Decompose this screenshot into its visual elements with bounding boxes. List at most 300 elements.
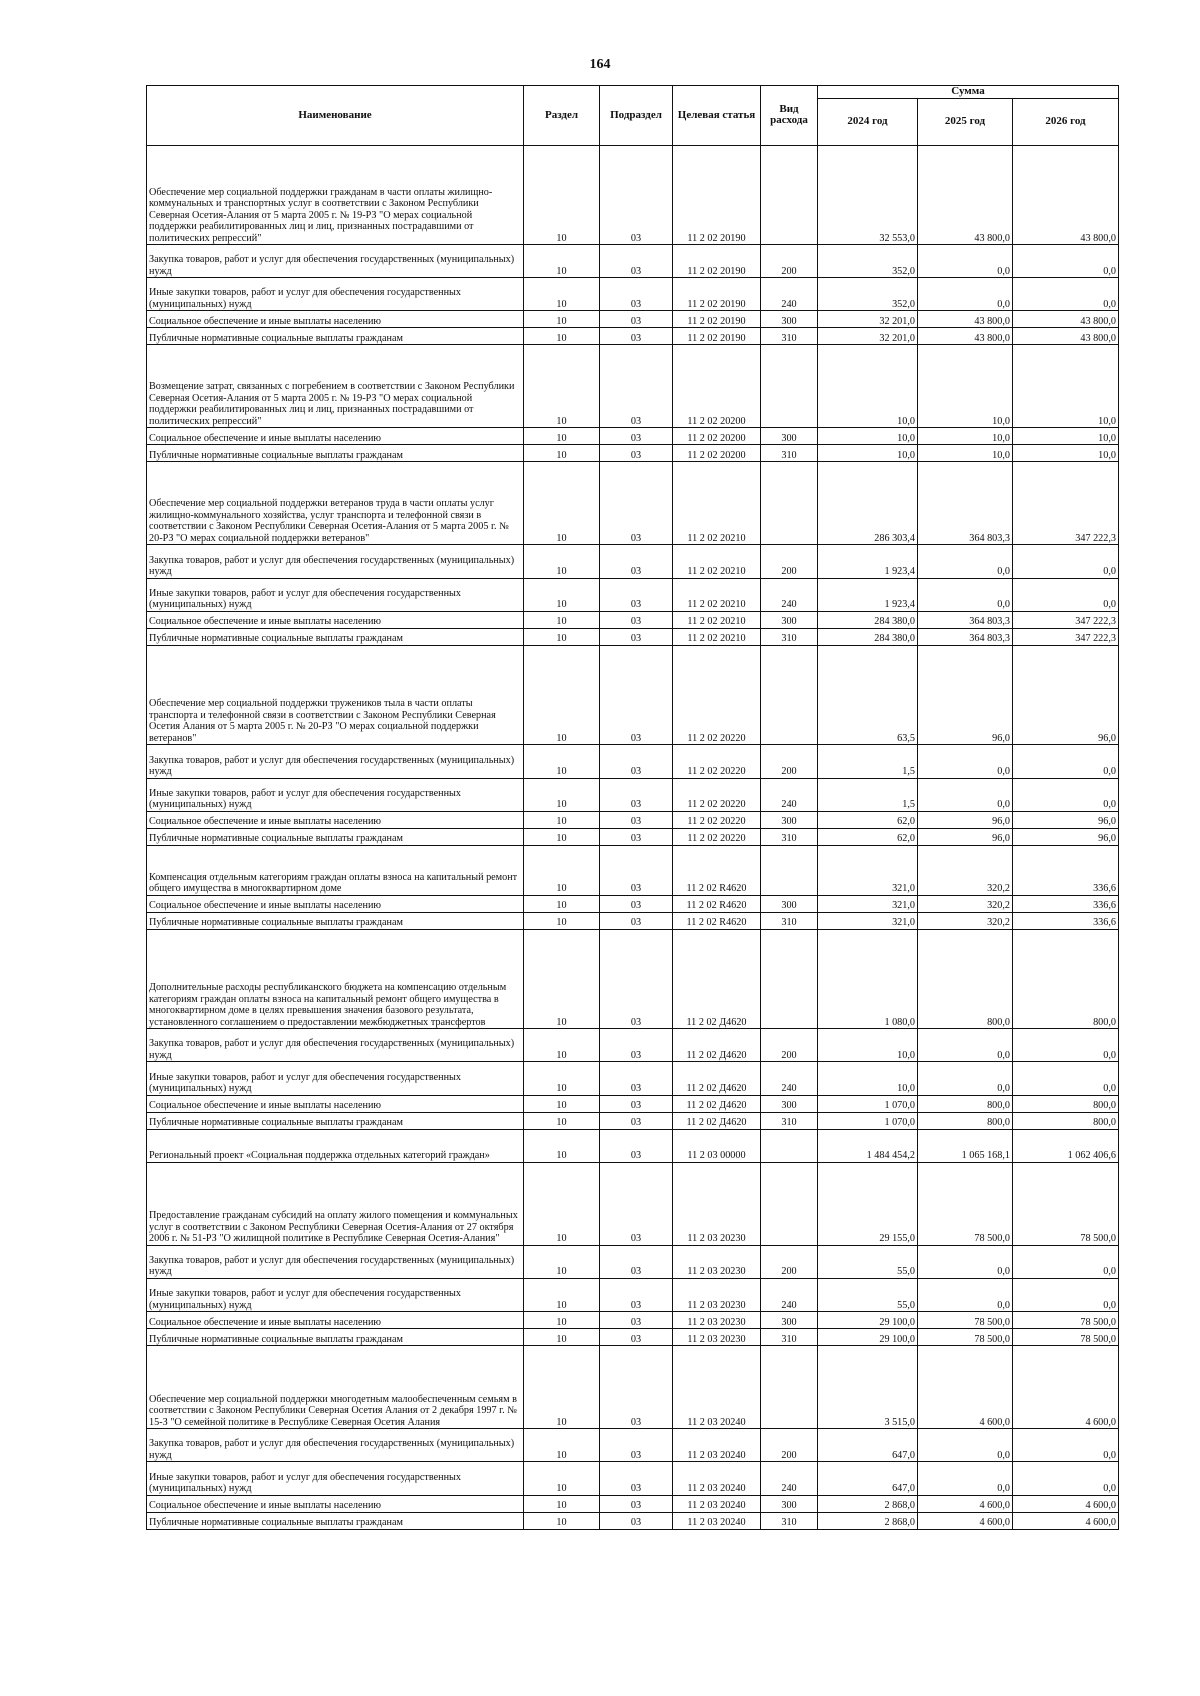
row-sum-2024: 62,0 <box>818 811 918 828</box>
row-name: Иные закупки товаров, работ и услуг для обеспечения государственных (муниципальных) нужд <box>147 578 524 611</box>
row-sum-2024: 321,0 <box>818 845 918 895</box>
row-sum-2025: 78 500,0 <box>918 1162 1013 1245</box>
row-target: 11 2 03 20230 <box>673 1162 761 1245</box>
row-razdel: 10 <box>524 311 600 328</box>
header-2025: 2025 год <box>918 98 1013 145</box>
row-sum-2025: 0,0 <box>918 278 1013 311</box>
row-sum-2026: 0,0 <box>1013 778 1119 811</box>
row-sum-2025: 364 803,3 <box>918 628 1013 645</box>
budget-table <box>146 85 1119 1530</box>
row-target: 11 2 03 20240 <box>673 1495 761 1512</box>
row-sum-2024: 29 155,0 <box>818 1162 918 1245</box>
row-name: Региональный проект «Социальная поддержка отдельных категорий граждан» <box>147 1129 524 1162</box>
row-sum-2026: 96,0 <box>1013 645 1119 745</box>
table-row <box>147 1429 1119 1462</box>
row-sum-2026: 347 222,3 <box>1013 462 1119 545</box>
row-razdel: 10 <box>524 645 600 745</box>
row-razdel: 10 <box>524 1495 600 1512</box>
row-name: Закупка товаров, работ и услуг для обеспечения государственных (муниципальных) нужд <box>147 1429 524 1462</box>
row-vid: 300 <box>761 895 818 912</box>
row-vid: 240 <box>761 278 818 311</box>
row-sum-2025: 0,0 <box>918 1245 1013 1278</box>
row-razdel: 10 <box>524 1112 600 1129</box>
row-sum-2024: 2 868,0 <box>818 1495 918 1512</box>
row-name: Публичные нормативные социальные выплаты гражданам <box>147 828 524 845</box>
row-vid: 310 <box>761 1329 818 1346</box>
row-sum-2026: 96,0 <box>1013 828 1119 845</box>
row-name: Социальное обеспечение и иные выплаты населению <box>147 611 524 628</box>
row-sum-2025: 800,0 <box>918 1095 1013 1112</box>
row-razdel: 10 <box>524 1429 600 1462</box>
row-podrazdel: 03 <box>600 778 673 811</box>
table-row <box>147 845 1119 895</box>
row-sum-2026: 0,0 <box>1013 278 1119 311</box>
row-name: Закупка товаров, работ и услуг для обеспечения государственных (муниципальных) нужд <box>147 1245 524 1278</box>
row-target: 11 2 02 20220 <box>673 828 761 845</box>
table-row <box>147 1329 1119 1346</box>
table-row <box>147 328 1119 345</box>
row-podrazdel: 03 <box>600 311 673 328</box>
row-sum-2025: 96,0 <box>918 828 1013 845</box>
row-podrazdel: 03 <box>600 145 673 245</box>
row-sum-2024: 32 553,0 <box>818 145 918 245</box>
row-sum-2024: 647,0 <box>818 1429 918 1462</box>
row-sum-2025: 0,0 <box>918 1278 1013 1311</box>
row-sum-2024: 10,0 <box>818 345 918 428</box>
row-vid: 300 <box>761 811 818 828</box>
table-row <box>147 611 1119 628</box>
row-sum-2026: 78 500,0 <box>1013 1312 1119 1329</box>
row-sum-2026: 336,6 <box>1013 895 1119 912</box>
row-target: 11 2 03 20230 <box>673 1312 761 1329</box>
row-sum-2026: 0,0 <box>1013 1245 1119 1278</box>
row-podrazdel: 03 <box>600 1112 673 1129</box>
table-row <box>147 778 1119 811</box>
row-sum-2024: 1 070,0 <box>818 1095 918 1112</box>
row-sum-2025: 4 600,0 <box>918 1346 1013 1429</box>
row-podrazdel: 03 <box>600 1512 673 1529</box>
table-row <box>147 245 1119 278</box>
row-target: 11 2 02 20190 <box>673 245 761 278</box>
row-target: 11 2 02 Д4620 <box>673 929 761 1029</box>
row-podrazdel: 03 <box>600 912 673 929</box>
row-razdel: 10 <box>524 328 600 345</box>
row-target: 11 2 02 20210 <box>673 578 761 611</box>
row-sum-2025: 0,0 <box>918 745 1013 778</box>
row-razdel: 10 <box>524 895 600 912</box>
row-sum-2026: 4 600,0 <box>1013 1346 1119 1429</box>
row-target: 11 2 03 20230 <box>673 1278 761 1311</box>
row-sum-2026: 800,0 <box>1013 929 1119 1029</box>
row-target: 11 2 03 20230 <box>673 1329 761 1346</box>
row-podrazdel: 03 <box>600 1346 673 1429</box>
row-podrazdel: 03 <box>600 1329 673 1346</box>
row-podrazdel: 03 <box>600 628 673 645</box>
row-vid: 310 <box>761 828 818 845</box>
row-name: Закупка товаров, работ и услуг для обеспечения государственных (муниципальных) нужд <box>147 545 524 578</box>
row-sum-2025: 4 600,0 <box>918 1495 1013 1512</box>
row-sum-2025: 0,0 <box>918 578 1013 611</box>
row-name: Социальное обеспечение и иные выплаты населению <box>147 1495 524 1512</box>
row-vid <box>761 462 818 545</box>
row-sum-2024: 1 070,0 <box>818 1112 918 1129</box>
row-sum-2025: 10,0 <box>918 445 1013 462</box>
row-sum-2026: 4 600,0 <box>1013 1495 1119 1512</box>
row-razdel: 10 <box>524 745 600 778</box>
row-sum-2025: 10,0 <box>918 428 1013 445</box>
row-vid: 310 <box>761 328 818 345</box>
row-razdel: 10 <box>524 245 600 278</box>
table-row <box>147 1346 1119 1429</box>
row-name: Социальное обеспечение и иные выплаты населению <box>147 311 524 328</box>
row-razdel: 10 <box>524 145 600 245</box>
row-podrazdel: 03 <box>600 1429 673 1462</box>
row-name: Иные закупки товаров, работ и услуг для обеспечения государственных (муниципальных) нужд <box>147 278 524 311</box>
row-sum-2024: 10,0 <box>818 445 918 462</box>
row-name: Публичные нормативные социальные выплаты гражданам <box>147 628 524 645</box>
row-target: 11 2 03 20230 <box>673 1245 761 1278</box>
header-sum-group: Сумма <box>818 86 1119 99</box>
row-vid <box>761 145 818 245</box>
row-target: 11 2 02 20190 <box>673 328 761 345</box>
row-sum-2025: 78 500,0 <box>918 1312 1013 1329</box>
row-sum-2025: 0,0 <box>918 1429 1013 1462</box>
row-vid: 240 <box>761 1278 818 1311</box>
row-vid <box>761 645 818 745</box>
row-vid: 300 <box>761 311 818 328</box>
table-row <box>147 811 1119 828</box>
row-target: 11 2 02 R4620 <box>673 895 761 912</box>
table-row <box>147 462 1119 545</box>
row-name: Публичные нормативные социальные выплаты гражданам <box>147 1112 524 1129</box>
row-sum-2025: 0,0 <box>918 545 1013 578</box>
row-target: 11 2 02 Д4620 <box>673 1095 761 1112</box>
row-sum-2026: 0,0 <box>1013 545 1119 578</box>
row-name: Иные закупки товаров, работ и услуг для обеспечения государственных (муниципальных) нужд <box>147 1062 524 1095</box>
row-sum-2026: 0,0 <box>1013 745 1119 778</box>
table-row <box>147 745 1119 778</box>
row-sum-2025: 0,0 <box>918 245 1013 278</box>
row-podrazdel: 03 <box>600 645 673 745</box>
row-sum-2026: 43 800,0 <box>1013 311 1119 328</box>
header-2024: 2024 год <box>818 98 918 145</box>
row-sum-2024: 1 923,4 <box>818 545 918 578</box>
row-podrazdel: 03 <box>600 1462 673 1495</box>
row-podrazdel: 03 <box>600 278 673 311</box>
row-razdel: 10 <box>524 578 600 611</box>
row-sum-2025: 320,2 <box>918 912 1013 929</box>
row-target: 11 2 02 Д4620 <box>673 1112 761 1129</box>
row-target: 11 2 02 20210 <box>673 628 761 645</box>
row-name: Иные закупки товаров, работ и услуг для обеспечения государственных (муниципальных) нужд <box>147 778 524 811</box>
row-vid: 240 <box>761 1462 818 1495</box>
row-sum-2024: 352,0 <box>818 245 918 278</box>
row-vid: 300 <box>761 1495 818 1512</box>
row-target: 11 2 03 20240 <box>673 1429 761 1462</box>
table-row <box>147 895 1119 912</box>
row-razdel: 10 <box>524 462 600 545</box>
row-target: 11 2 02 20210 <box>673 462 761 545</box>
row-sum-2025: 78 500,0 <box>918 1329 1013 1346</box>
row-razdel: 10 <box>524 778 600 811</box>
row-podrazdel: 03 <box>600 1029 673 1062</box>
row-sum-2026: 43 800,0 <box>1013 145 1119 245</box>
row-name: Социальное обеспечение и иные выплаты населению <box>147 811 524 828</box>
table-row <box>147 929 1119 1029</box>
row-razdel: 10 <box>524 1095 600 1112</box>
header-target: Целевая статья <box>673 86 761 146</box>
row-podrazdel: 03 <box>600 1495 673 1512</box>
row-sum-2026: 0,0 <box>1013 1278 1119 1311</box>
row-vid <box>761 1162 818 1245</box>
table-row <box>147 1062 1119 1095</box>
row-sum-2024: 63,5 <box>818 645 918 745</box>
row-name: Публичные нормативные социальные выплаты гражданам <box>147 328 524 345</box>
row-sum-2026: 10,0 <box>1013 428 1119 445</box>
row-sum-2024: 10,0 <box>818 1062 918 1095</box>
row-name: Публичные нормативные социальные выплаты гражданам <box>147 1329 524 1346</box>
table-row <box>147 1278 1119 1311</box>
table-row <box>147 445 1119 462</box>
row-podrazdel: 03 <box>600 462 673 545</box>
row-podrazdel: 03 <box>600 611 673 628</box>
row-target: 11 2 02 20200 <box>673 428 761 445</box>
row-podrazdel: 03 <box>600 895 673 912</box>
row-target: 11 2 02 20210 <box>673 545 761 578</box>
row-razdel: 10 <box>524 345 600 428</box>
row-vid: 200 <box>761 245 818 278</box>
header-name: Наименование <box>147 86 524 146</box>
row-sum-2025: 0,0 <box>918 1029 1013 1062</box>
row-podrazdel: 03 <box>600 545 673 578</box>
header-podrazdel: Подраздел <box>600 86 673 146</box>
header-vid: Вид расхода <box>761 86 818 146</box>
row-vid: 300 <box>761 1312 818 1329</box>
row-name: Социальное обеспечение и иные выплаты населению <box>147 428 524 445</box>
table-row <box>147 311 1119 328</box>
table-row <box>147 645 1119 745</box>
table-row <box>147 1112 1119 1129</box>
row-sum-2025: 0,0 <box>918 1062 1013 1095</box>
row-name: Дополнительные расходы республиканского бюджета на компенсацию отдельным категориям граждан оплаты взноса на капитальный ремонт общего имущества в многоквартирном доме в целях превышения значения базового результата, установленного соглашением о предоставлении межбюджетных трансфертов <box>147 929 524 1029</box>
row-name: Публичные нормативные социальные выплаты гражданам <box>147 445 524 462</box>
row-sum-2026: 43 800,0 <box>1013 328 1119 345</box>
row-name: Закупка товаров, работ и услуг для обеспечения государственных (муниципальных) нужд <box>147 1029 524 1062</box>
row-razdel: 10 <box>524 828 600 845</box>
row-sum-2025: 0,0 <box>918 1462 1013 1495</box>
row-podrazdel: 03 <box>600 1095 673 1112</box>
row-target: 11 2 02 R4620 <box>673 845 761 895</box>
row-razdel: 10 <box>524 628 600 645</box>
table-row <box>147 1495 1119 1512</box>
row-sum-2025: 10,0 <box>918 345 1013 428</box>
row-sum-2025: 800,0 <box>918 1112 1013 1129</box>
header-razdel: Раздел <box>524 86 600 146</box>
row-podrazdel: 03 <box>600 929 673 1029</box>
row-sum-2026: 4 600,0 <box>1013 1512 1119 1529</box>
row-podrazdel: 03 <box>600 345 673 428</box>
row-sum-2026: 10,0 <box>1013 345 1119 428</box>
row-vid: 300 <box>761 428 818 445</box>
row-vid: 200 <box>761 545 818 578</box>
row-sum-2024: 3 515,0 <box>818 1346 918 1429</box>
row-sum-2026: 78 500,0 <box>1013 1162 1119 1245</box>
table-row <box>147 1462 1119 1495</box>
table-row <box>147 828 1119 845</box>
row-vid: 200 <box>761 1429 818 1462</box>
row-podrazdel: 03 <box>600 1245 673 1278</box>
row-sum-2024: 32 201,0 <box>818 328 918 345</box>
table-row <box>147 278 1119 311</box>
row-vid: 240 <box>761 778 818 811</box>
row-sum-2026: 0,0 <box>1013 1029 1119 1062</box>
row-razdel: 10 <box>524 278 600 311</box>
row-name: Социальное обеспечение и иные выплаты населению <box>147 1312 524 1329</box>
table-row <box>147 345 1119 428</box>
row-sum-2025: 96,0 <box>918 811 1013 828</box>
row-podrazdel: 03 <box>600 1278 673 1311</box>
row-target: 11 2 02 20200 <box>673 345 761 428</box>
row-name: Закупка товаров, работ и услуг для обеспечения государственных (муниципальных) нужд <box>147 745 524 778</box>
row-sum-2024: 352,0 <box>818 278 918 311</box>
table-row <box>147 1162 1119 1245</box>
row-sum-2024: 286 303,4 <box>818 462 918 545</box>
row-razdel: 10 <box>524 1329 600 1346</box>
row-razdel: 10 <box>524 1312 600 1329</box>
row-sum-2024: 284 380,0 <box>818 628 918 645</box>
row-sum-2026: 800,0 <box>1013 1095 1119 1112</box>
table-row <box>147 1245 1119 1278</box>
row-name: Закупка товаров, работ и услуг для обеспечения государственных (муниципальных) нужд <box>147 245 524 278</box>
table-row <box>147 1129 1119 1162</box>
row-sum-2024: 62,0 <box>818 828 918 845</box>
row-name: Публичные нормативные социальные выплаты гражданам <box>147 912 524 929</box>
row-target: 11 2 02 20190 <box>673 145 761 245</box>
table-row <box>147 1095 1119 1112</box>
row-razdel: 10 <box>524 1062 600 1095</box>
row-sum-2025: 1 065 168,1 <box>918 1129 1013 1162</box>
row-vid <box>761 345 818 428</box>
table-row <box>147 628 1119 645</box>
table-row <box>147 578 1119 611</box>
row-name: Обеспечение мер социальной поддержки многодетным малообеспеченным семьям в соответствии с Законом Республики Северная Осетия Алания от 2 декабря 1997 г. № 15-З "О семейной политике в Республике Северная Осетия Алания <box>147 1346 524 1429</box>
row-sum-2025: 320,2 <box>918 845 1013 895</box>
row-sum-2026: 0,0 <box>1013 578 1119 611</box>
row-vid: 310 <box>761 1512 818 1529</box>
row-podrazdel: 03 <box>600 1312 673 1329</box>
row-name: Иные закупки товаров, работ и услуг для обеспечения государственных (муниципальных) нужд <box>147 1278 524 1311</box>
row-name: Обеспечение мер социальной поддержки ветеранов труда в части оплаты услуг жилищно-коммунального хозяйства, услуг транспорта и телефонной связи в соответствии с Законом Республики Северная Осетия-Алания от 5 марта 2005 г. № 20-РЗ "О мерах социальной поддержки ветеранов" <box>147 462 524 545</box>
row-razdel: 10 <box>524 1278 600 1311</box>
row-podrazdel: 03 <box>600 1129 673 1162</box>
row-sum-2024: 10,0 <box>818 1029 918 1062</box>
row-razdel: 10 <box>524 1462 600 1495</box>
row-target: 11 2 02 Д4620 <box>673 1062 761 1095</box>
row-sum-2025: 800,0 <box>918 929 1013 1029</box>
row-sum-2024: 1 923,4 <box>818 578 918 611</box>
row-target: 11 2 03 20240 <box>673 1462 761 1495</box>
table-row <box>147 912 1119 929</box>
row-sum-2026: 347 222,3 <box>1013 628 1119 645</box>
row-podrazdel: 03 <box>600 1062 673 1095</box>
row-sum-2026: 78 500,0 <box>1013 1329 1119 1346</box>
row-sum-2026: 0,0 <box>1013 1062 1119 1095</box>
row-target: 11 2 02 20210 <box>673 611 761 628</box>
row-vid: 310 <box>761 445 818 462</box>
row-name: Обеспечение мер социальной поддержки тружеников тыла в части оплаты транспорта и телефонной связи в соответствии с Законом Республики Северная Осетия Алания от 5 марта 2005 г. № 20-РЗ "О мерах социальной поддержки ветеранов" <box>147 645 524 745</box>
row-sum-2026: 347 222,3 <box>1013 611 1119 628</box>
row-sum-2025: 364 803,3 <box>918 611 1013 628</box>
row-podrazdel: 03 <box>600 245 673 278</box>
row-sum-2024: 55,0 <box>818 1278 918 1311</box>
row-sum-2024: 29 100,0 <box>818 1329 918 1346</box>
row-podrazdel: 03 <box>600 811 673 828</box>
row-sum-2024: 321,0 <box>818 895 918 912</box>
row-podrazdel: 03 <box>600 428 673 445</box>
row-name: Социальное обеспечение и иные выплаты населению <box>147 1095 524 1112</box>
table-row <box>147 1029 1119 1062</box>
header-2026: 2026 год <box>1013 98 1119 145</box>
row-sum-2024: 647,0 <box>818 1462 918 1495</box>
row-razdel: 10 <box>524 845 600 895</box>
row-sum-2026: 0,0 <box>1013 1462 1119 1495</box>
row-razdel: 10 <box>524 1029 600 1062</box>
row-vid: 300 <box>761 1095 818 1112</box>
row-target: 11 2 02 20190 <box>673 311 761 328</box>
row-vid: 310 <box>761 912 818 929</box>
row-sum-2025: 320,2 <box>918 895 1013 912</box>
row-name: Компенсация отдельным категориям граждан оплаты взноса на капитальный ремонт общего имущества в многоквартирном доме <box>147 845 524 895</box>
row-name: Обеспечение мер социальной поддержки гражданам в части оплаты жилищно-коммунальных и транспортных услуг в соответствии с Законом Республики Северная Осетия-Алания от 5 марта 2005 г. № 19-РЗ "О мерах социальной поддержки реабилитированных лиц и лиц, признанных пострадавшими от политических репрессий" <box>147 145 524 245</box>
row-sum-2025: 43 800,0 <box>918 311 1013 328</box>
row-name: Возмещение затрат, связанных с погребением в соответствии с Законом Республики Северная Осетия-Алания от 5 марта 2005 г. № 19-РЗ "О мерах социальной поддержки реабилитированных лиц и лиц, признанных пострадавшими от политических репрессий" <box>147 345 524 428</box>
row-target: 11 2 02 20220 <box>673 811 761 828</box>
row-target: 11 2 02 Д4620 <box>673 1029 761 1062</box>
row-sum-2026: 1 062 406,6 <box>1013 1129 1119 1162</box>
table-row <box>147 428 1119 445</box>
row-podrazdel: 03 <box>600 1162 673 1245</box>
row-vid: 200 <box>761 745 818 778</box>
row-sum-2024: 1,5 <box>818 745 918 778</box>
row-podrazdel: 03 <box>600 328 673 345</box>
row-target: 11 2 02 20190 <box>673 278 761 311</box>
row-sum-2025: 364 803,3 <box>918 462 1013 545</box>
row-razdel: 10 <box>524 445 600 462</box>
table-body <box>147 145 1119 1529</box>
row-razdel: 10 <box>524 428 600 445</box>
row-target: 11 2 02 R4620 <box>673 912 761 929</box>
row-podrazdel: 03 <box>600 445 673 462</box>
table-row <box>147 145 1119 245</box>
row-name: Предоставление гражданам субсидий на оплату жилого помещения и коммунальных услуг в соответствии с Законом Республики Северная Осетия-Алания от 27 октября 2006 г. № 51-РЗ "О жилищной политике в Республике Северная Осетия-Алания" <box>147 1162 524 1245</box>
row-sum-2024: 32 201,0 <box>818 311 918 328</box>
row-sum-2026: 0,0 <box>1013 245 1119 278</box>
row-target: 11 2 03 20240 <box>673 1512 761 1529</box>
row-vid: 300 <box>761 611 818 628</box>
row-sum-2024: 284 380,0 <box>818 611 918 628</box>
row-razdel: 10 <box>524 545 600 578</box>
row-vid <box>761 1346 818 1429</box>
row-sum-2026: 96,0 <box>1013 811 1119 828</box>
row-razdel: 10 <box>524 611 600 628</box>
row-razdel: 10 <box>524 1162 600 1245</box>
row-podrazdel: 03 <box>600 845 673 895</box>
row-vid: 240 <box>761 578 818 611</box>
row-target: 11 2 03 00000 <box>673 1129 761 1162</box>
row-razdel: 10 <box>524 1512 600 1529</box>
row-sum-2026: 336,6 <box>1013 912 1119 929</box>
page-number: 164 <box>589 57 611 72</box>
